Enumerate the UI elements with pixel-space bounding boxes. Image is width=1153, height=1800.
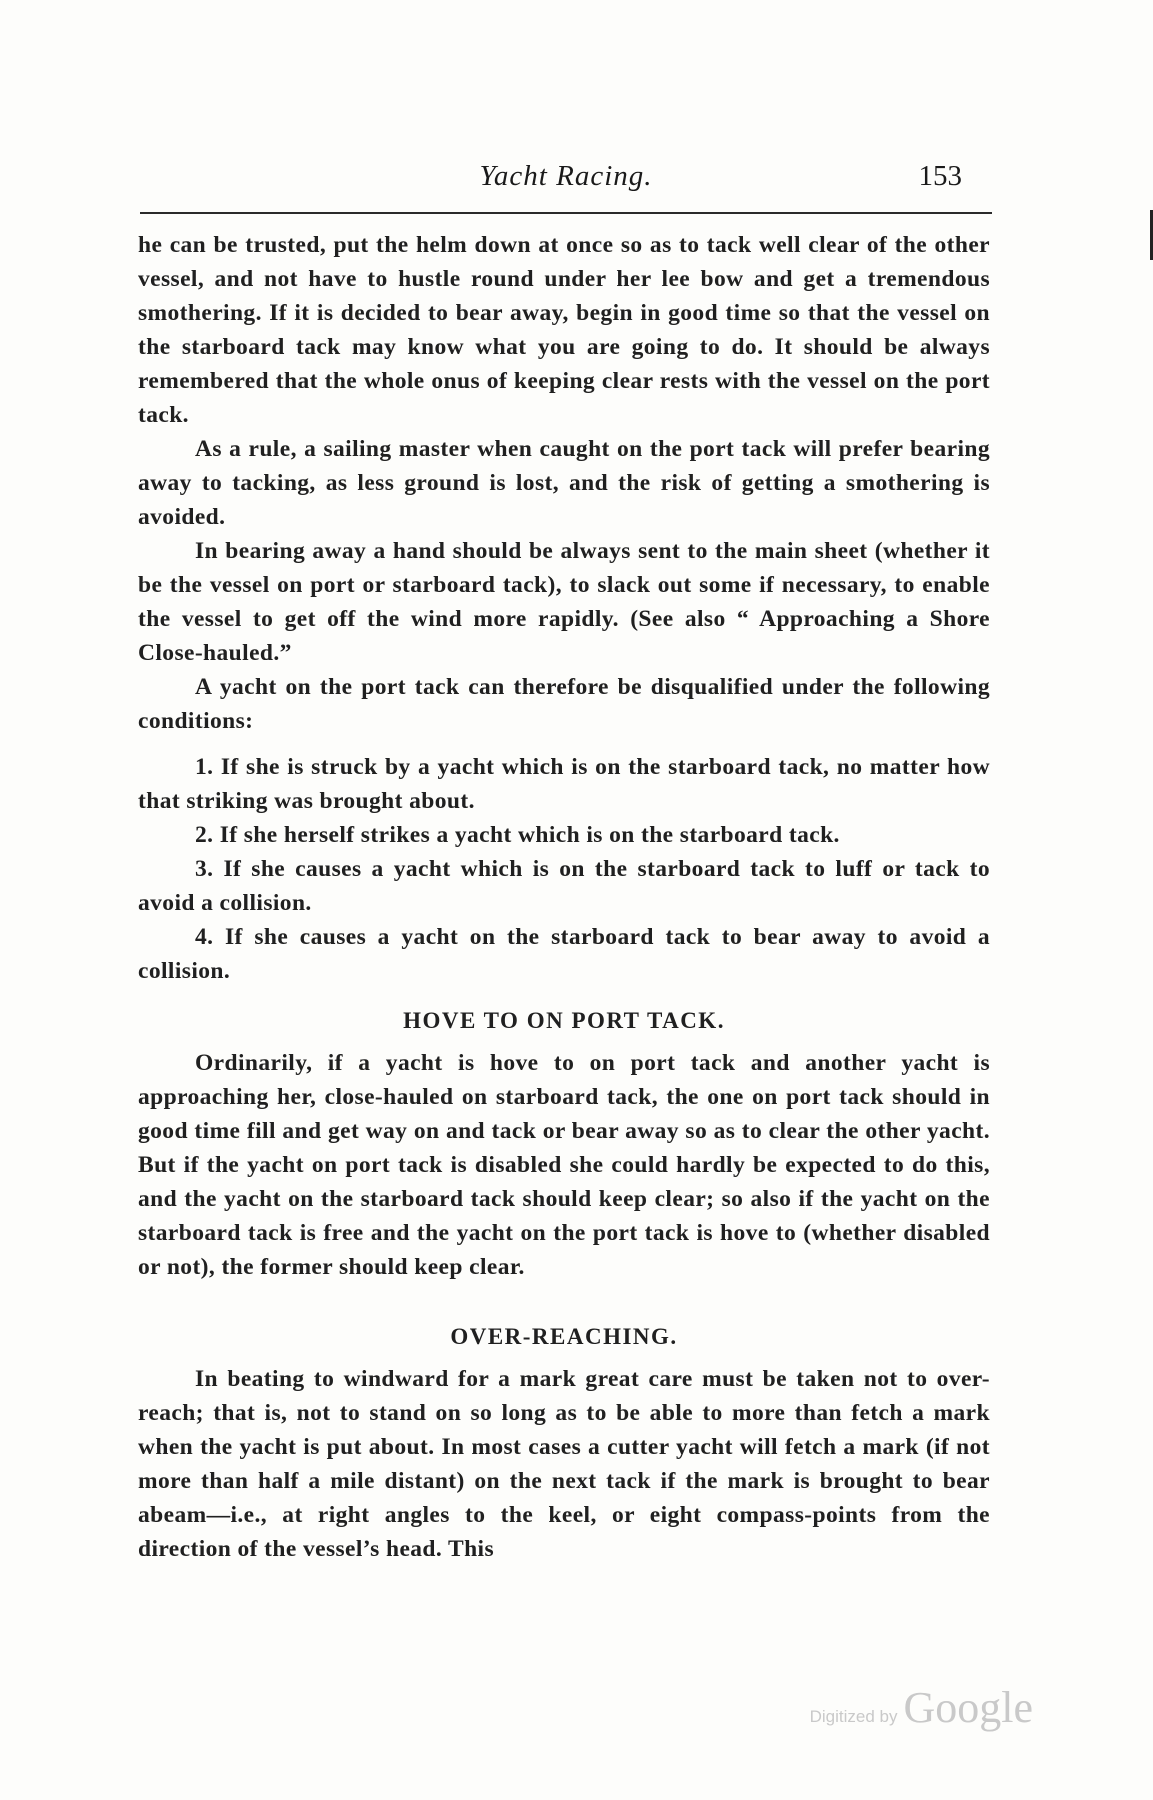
list-item: 4. If she causes a yacht on the starboard tack to bear away to avoid a collision.	[138, 924, 990, 984]
list-item: 3. If she causes a yacht which is on the starboard tack to luff or tack to avoid a collision.	[138, 856, 990, 916]
header-rule	[140, 212, 992, 214]
running-header	[140, 160, 992, 200]
paragraph: he can be trusted, put the helm down at once so as to tack well clear of the other vessel, and not have to hustle round under her lee bow and get a tremendous smothering. If it is decided to bear away, begin in good time so that the vessel on the starboard tack may know what you are going to do. It should be always remembered that the whole onus of keeping clear rests with the vessel on the port tack.	[138, 232, 990, 428]
list-item: 1. If she is struck by a yacht which is on the starboard tack, no matter how that striking was brought about.	[138, 754, 990, 814]
google-logo: Google	[903, 1683, 1033, 1732]
page-number: 153	[918, 160, 962, 192]
header-title: Yacht Racing.	[479, 160, 653, 192]
paragraph: Ordinarily, if a yacht is hove to on port tack and another yacht is approaching her, close-hauled on starboard tack, the one on port tack should in good time fill and get way on and tack or bear away so as to clear the other yacht. But if the yacht on port tack is disabled she could hardly be expected to do this, and the yacht on the starboard tack should keep clear; so also if the yacht on the starboard tack is free and the yacht on the port tack is hove to (whether disabled or not), the former should keep clear.	[138, 1050, 990, 1280]
body-text	[138, 228, 990, 1566]
section-heading: OVER-REACHING.	[450, 1324, 678, 1349]
paragraph: In beating to windward for a mark great care must be taken not to over-reach; that is, not to stand on so long as to be able to more than fetch a mark when the yacht is put about. In most cases a cutter yacht will fetch a mark (if not more than half a mile distant) on the next tack if the mark is brought to bear abeam—i.e., at right angles to the keel, or eight compass-points from the direction of the vessel’s head. This	[138, 1366, 990, 1562]
digitized-label: Digitized by	[809, 1707, 898, 1726]
digitized-watermark	[810, 1682, 1033, 1733]
paragraph: As a rule, a sailing master when caught on the port tack will prefer bearing away to tacking, as less ground is lost, and the risk of getting a smothering is avoided.	[138, 436, 990, 530]
paragraph: In bearing away a hand should be always sent to the main sheet (whether it be the vessel on port or starboard tack), to slack out some if necessary, to enable the vessel to get off the wind more rapidly. (See also “ Approaching a Shore Close-hauled.”	[138, 538, 990, 666]
disqualification-conditions-list	[138, 750, 990, 988]
list-item: 2. If she herself strikes a yacht which is on the starboard tack.	[195, 822, 840, 848]
section-heading: HOVE TO ON PORT TACK.	[403, 1008, 725, 1033]
paragraph: A yacht on the port tack can therefore be disqualified under the following conditions:	[138, 674, 990, 734]
